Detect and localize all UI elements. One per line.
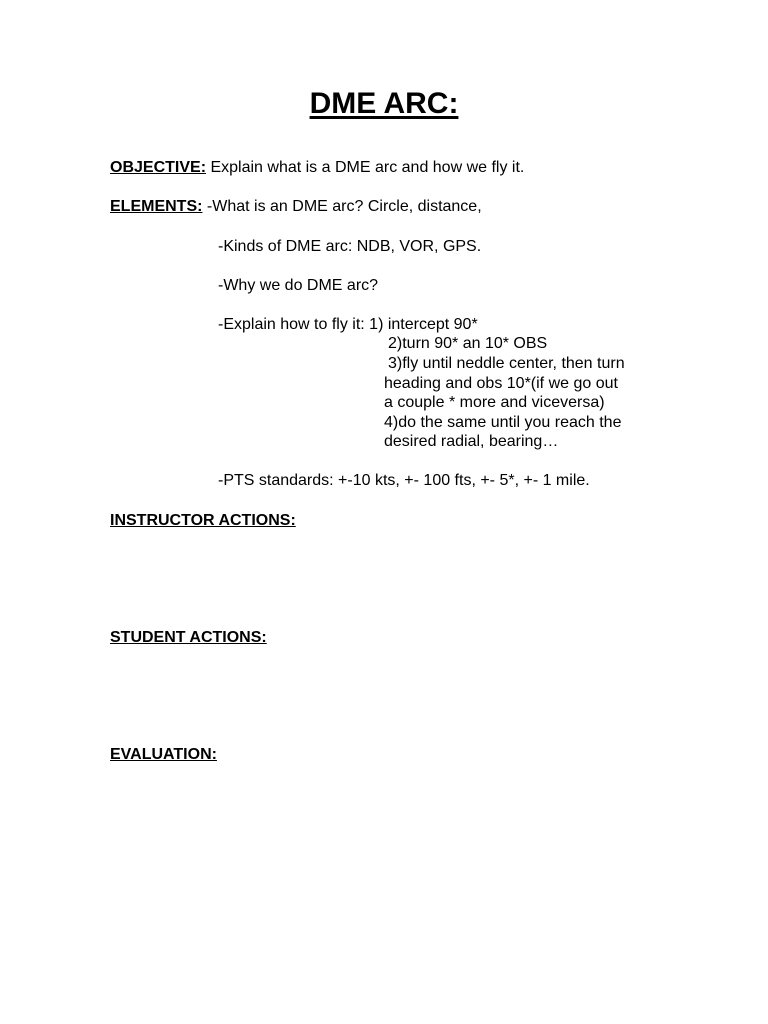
how-step-4: 4)do the same until you reach the [384,414,622,431]
page-title: DME ARC: [309,87,459,120]
elements-kinds-item: -Kinds of DME arc: NDB, VOR, GPS. [218,238,482,255]
elements-label: ELEMENTS: [110,198,203,215]
how-step-3-cont-2: a couple * more and viceversa) [384,394,605,411]
how-step-2: 2)turn 90* an 10* OBS [388,335,548,352]
elements-line [110,197,482,217]
objective-label: OBJECTIVE: [110,159,207,176]
elements-first-item: -What is an DME arc? Circle, distance, [202,198,482,215]
objective-text: Explain what is a DME arc and how we fly it. [206,159,525,176]
elements-pts-item: -PTS standards: +-10 kts, +- 100 fts, +- 5*, +- 1 mile. [218,472,590,489]
objective-line [110,158,524,178]
instructor-actions-heading: INSTRUCTOR ACTIONS: [110,512,296,529]
how-step-4-cont: desired radial, bearing… [384,433,559,450]
elements-how-item: -Explain how to fly it: 1) intercept 90* [218,316,478,333]
how-step-3-cont-1: heading and obs 10*(if we go out [384,375,618,392]
student-actions-heading: STUDENT ACTIONS: [110,629,267,646]
evaluation-heading: EVALUATION: [110,746,217,763]
how-step-3: 3)fly until neddle center, then turn [388,355,625,372]
elements-why-item: -Why we do DME arc? [218,277,379,294]
